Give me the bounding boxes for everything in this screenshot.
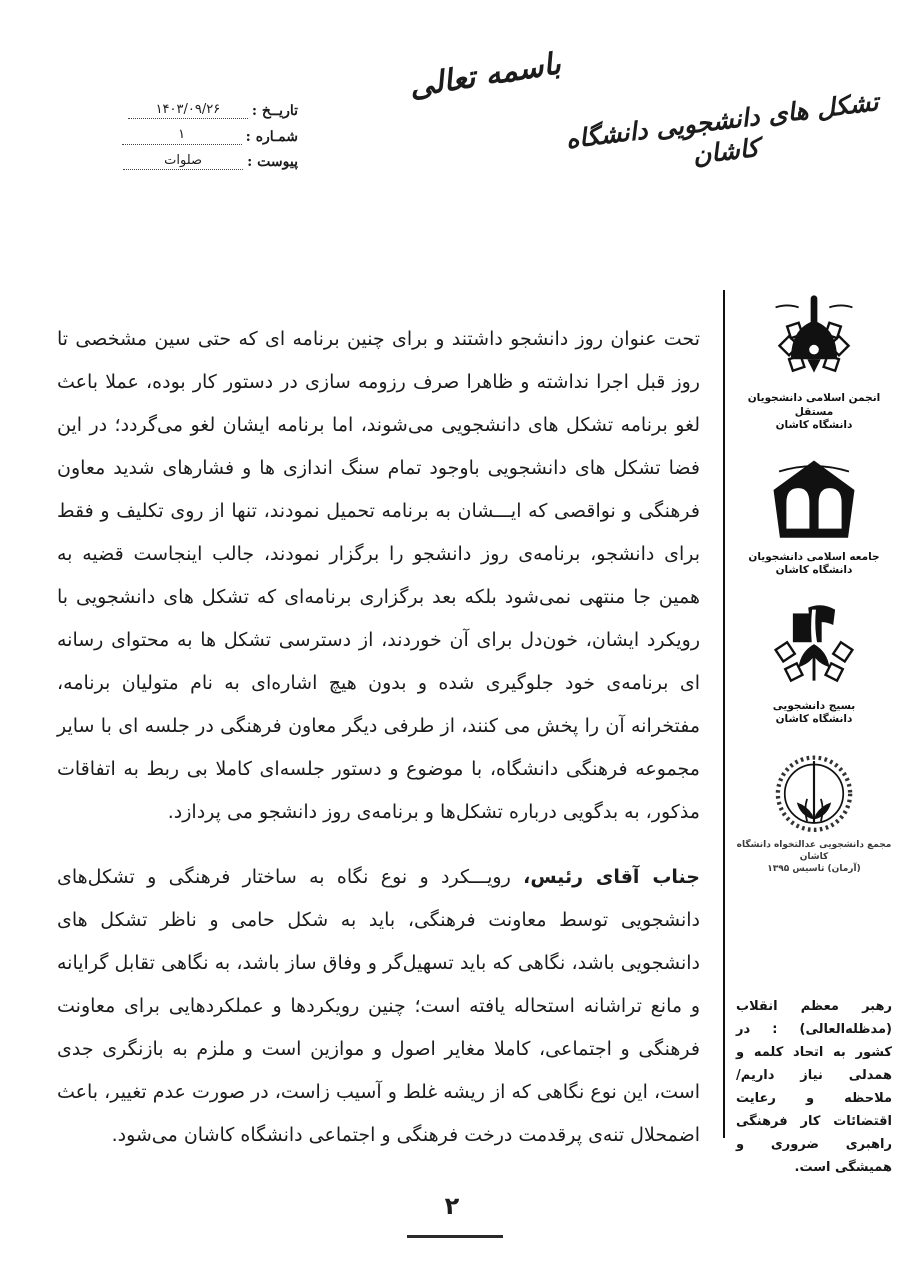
majma-caption-line2: (آرمان) تاسیس ۱۳۹۵ <box>767 863 861 874</box>
majma-caption-line1: مجمع دانشجویی عدالتخواه دانشگاه کاشان <box>736 839 892 862</box>
basij-caption-line1: بسیج دانشجویی <box>772 699 856 712</box>
anjoman-eslami-mostaghel-logo <box>766 292 862 388</box>
leader-quote <box>730 995 898 1179</box>
besmellah-calligraphy: باسمه تعالی <box>406 46 564 105</box>
logo-block-jame <box>730 455 898 578</box>
org-title-calligraphy: تشکل های دانشجویی دانشگاه کاشان <box>564 87 880 171</box>
attachment-value: صلوات <box>123 154 243 170</box>
attachment-field <box>68 154 298 170</box>
body-paragraph-2 <box>57 856 700 1157</box>
date-field <box>68 103 298 119</box>
jame-caption-line1: جامعه اسلامی دانشجویان <box>748 550 880 563</box>
body-paragraph-1: تحت عنوان روز دانشجو داشتند و برای چنین برنامه ای که حتی سین مشخصی تا روز قبل اجرا نداشته و ظاهرا صرف رزومه سازی در دستور کار بوده، عملا باعث لغو برنامه تشکل های دانشجویی می‌شوند، اما برنامه ایشان لغو می‌گردد؛ در این فضا تشکل های دانشجویی باوجود تمام سنگ اندازی ها و فشارهای شدید معاون فرهنگی و نواقصی که ایـــشان به برنامه تحمیل نمودند، تنها از روی تکلیف و فقط برای دانشجو، برنامه‌ی روز دانشجو را برگزار نمودند، جالب اینجاست قضیه به همین جا منتهی نمی‌شود بلکه بعد برگزاری برنامه‌ای که تشکل های دانشجویی با رویکرد ایشان، خون‌دل برای آن خوردند، از دسترسی تشکل ها به محتوای رسانه ای برنامه‌ی خود جلوگیری شده و بدون هیچ اشاره‌ای به نام متولیان برنامه، مفتخرانه آن را پخش می کنند، از طرفی دیگر معاون فرهنگی در جلسه ای با سایر مجموعه فرهنگی دانشگاه، با موضوع و دستور جلسه‌ای کاملا بی ربط به اتفاقات مذکور، به بدگویی درباره تشکل‌ها و برنامه‌ی روز دانشجو می پردازد. <box>57 328 700 823</box>
organizations-sidebar <box>730 292 898 1179</box>
basij-daneshjooyi-logo <box>766 600 862 696</box>
leader-quote-attribution: رهبر معظم انقلاب (مدظله‌العالی) <box>736 998 892 1037</box>
letterhead-fields <box>68 103 298 179</box>
leader-quote-text: : در کشور به اتحاد کلمه و همدلی نیاز داریم/ ملاحظه و رعایت اقتضائات کار فرهنگی راهبری ضروری و همیشگی است. <box>736 1021 892 1175</box>
majma-edalatkhah-logo <box>771 749 857 835</box>
jame-caption-line2: دانشگاه کاشان <box>775 564 853 576</box>
number-field <box>68 128 298 144</box>
logo-block-anjoman <box>730 292 898 433</box>
sidebar-divider-line <box>723 290 725 1138</box>
letter-body <box>57 318 700 1179</box>
number-value: ۱ <box>122 128 242 144</box>
logo-block-basij <box>730 600 898 727</box>
paragraph-2-lead: جناب آقای رئیس، <box>523 866 700 888</box>
anjoman-caption-line1: انجمن اسلامی دانشجویان مستقل <box>747 392 881 418</box>
date-label: تاریــخ : <box>251 103 298 120</box>
basij-caption-line2: دانشگاه کاشان <box>775 713 853 725</box>
anjoman-caption-line2: دانشگاه کاشان <box>775 419 853 431</box>
page-number: ۲ <box>444 1192 460 1220</box>
paragraph-2-text: رویـــکرد و نوع نگاه به ساختار فرهنگی و تشکل‌های دانشجویی توسط معاونت فرهنگی، باید به شکل حامی و ناظر تشکل های دانشجویی باشد، نگاهی که باید تسهیل‌گر و وفاق ساز باشد، به نگاهی تقابل گرایانه و مانع تراشانه استحاله یافته است؛ چنین رویکردها و عملکردهایی برای معاونت فرهنگی و اجتماعی، کاملا مغایر اصول و موازین است و ملزم به بازنگری جدی است، این نوع نگاهی که از ریشه غلط و آسیب زاست، در صورت عدم تغییر، باعث اضمحلال تنه‌ی پرقدمت درخت فرهنگی و اجتماعی دانشگاه کاشان می‌شود. <box>57 866 700 1146</box>
date-value: ۱۴۰۳/۰۹/۲۶ <box>128 103 248 119</box>
jame-eslami-logo <box>768 455 860 547</box>
number-label: شمـاره : <box>245 128 298 145</box>
attachment-label: پیوست : <box>247 153 298 170</box>
page-number-underline <box>407 1235 503 1238</box>
logo-block-majma <box>730 749 898 875</box>
